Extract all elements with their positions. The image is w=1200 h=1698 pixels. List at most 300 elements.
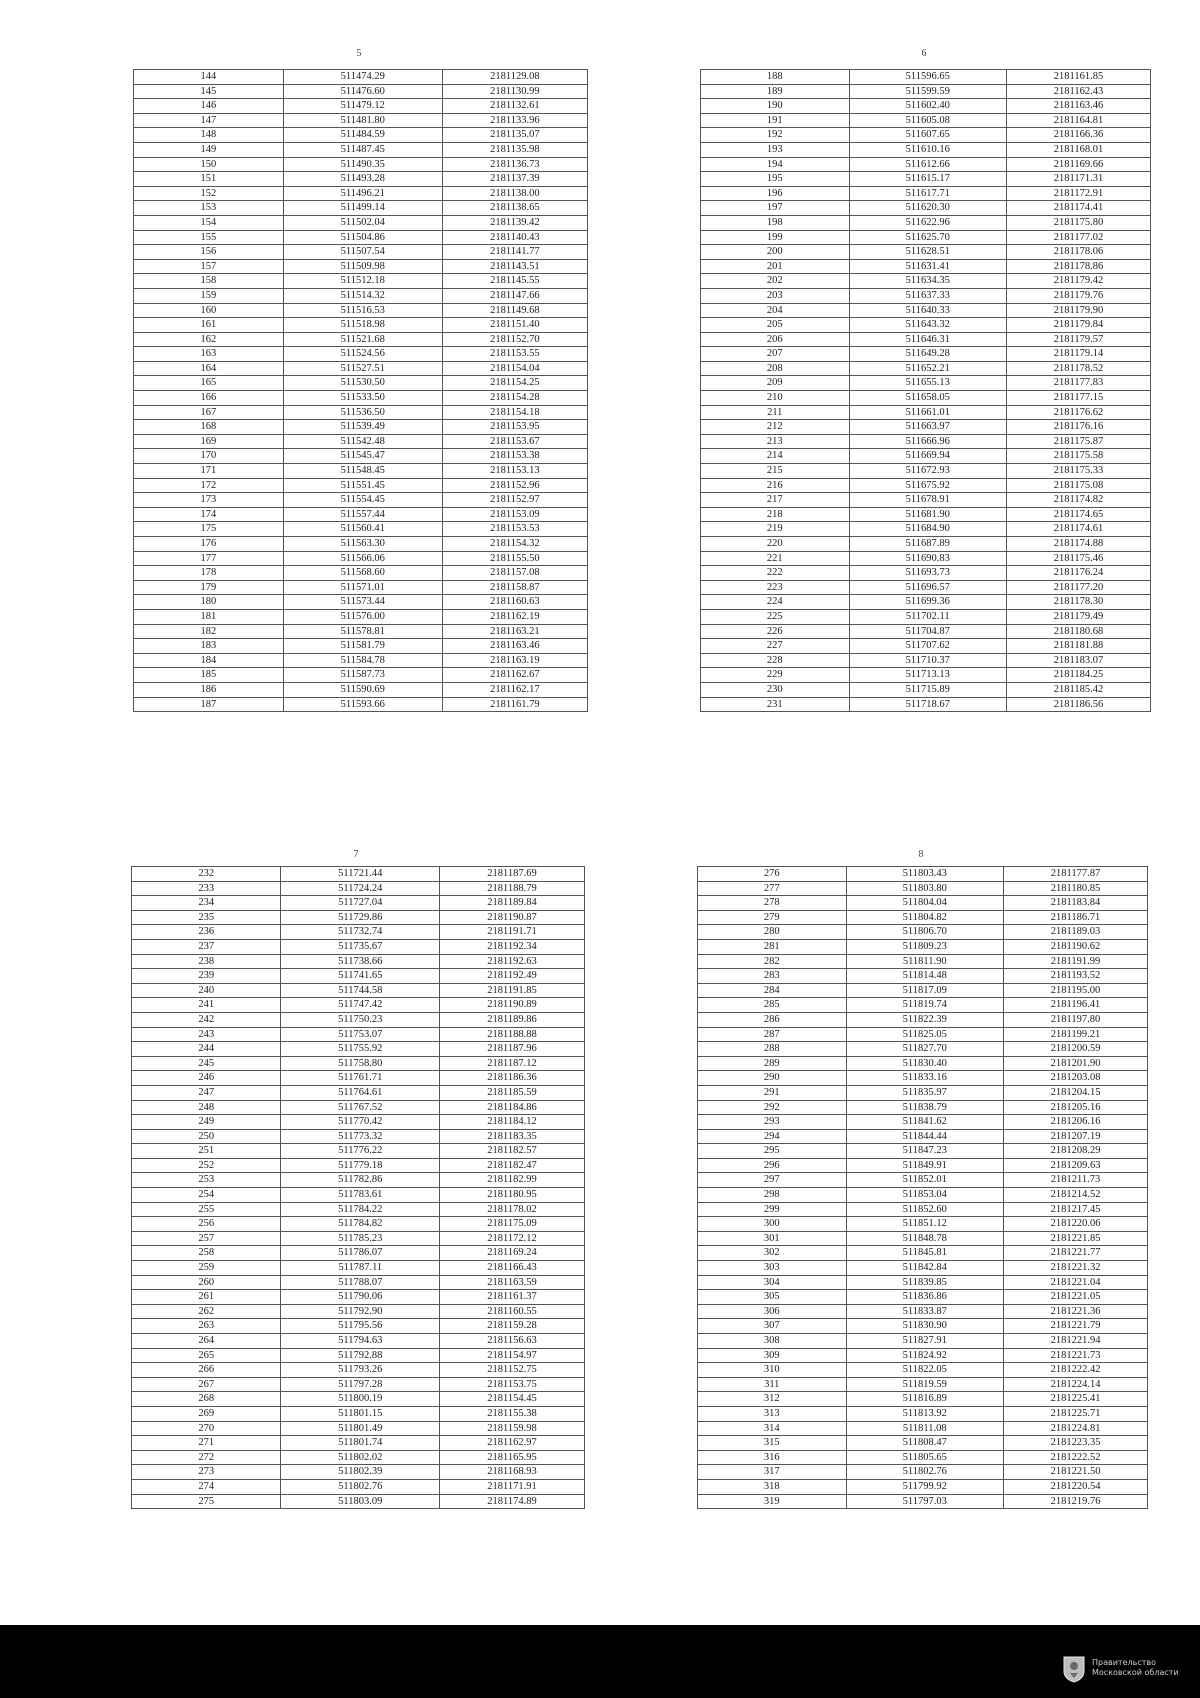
point-number-cell: 298	[698, 1188, 847, 1203]
table-row	[134, 697, 588, 712]
y-coordinate-cell: 2181135.98	[442, 142, 587, 157]
table-row	[698, 910, 1148, 925]
y-coordinate-cell: 2181204.15	[1004, 1085, 1148, 1100]
table-row	[698, 1173, 1148, 1188]
y-coordinate-cell: 2181200.59	[1004, 1042, 1148, 1057]
y-coordinate-cell: 2181223.35	[1004, 1436, 1148, 1451]
point-number-cell: 290	[698, 1071, 847, 1086]
x-coordinate-cell: 511643.32	[849, 318, 1007, 333]
point-number-cell: 300	[698, 1217, 847, 1232]
table-row	[698, 969, 1148, 984]
y-coordinate-cell: 2181193.52	[1004, 969, 1148, 984]
table-row	[701, 332, 1151, 347]
x-coordinate-cell: 511761.71	[281, 1071, 440, 1086]
point-number-cell: 226	[701, 624, 850, 639]
table-row	[698, 954, 1148, 969]
x-coordinate-cell: 511833.16	[846, 1071, 1004, 1086]
point-number-cell: 280	[698, 925, 847, 940]
y-coordinate-cell: 2181179.84	[1007, 318, 1151, 333]
y-coordinate-cell: 2181152.96	[442, 478, 587, 493]
x-coordinate-cell: 511747.42	[281, 998, 440, 1013]
point-number-cell: 200	[701, 245, 850, 260]
y-coordinate-cell: 2181154.32	[442, 537, 587, 552]
coordinate-table-block-5	[133, 69, 588, 712]
x-coordinate-cell: 511699.36	[849, 595, 1007, 610]
x-coordinate-cell: 511732.74	[281, 925, 440, 940]
y-coordinate-cell: 2181203.08	[1004, 1071, 1148, 1086]
table-row	[701, 99, 1151, 114]
x-coordinate-cell: 511476.60	[283, 84, 442, 99]
point-number-cell: 162	[134, 332, 284, 347]
x-coordinate-cell: 511499.14	[283, 201, 442, 216]
x-coordinate-cell: 511805.65	[846, 1450, 1004, 1465]
coordinate-table	[700, 69, 1151, 712]
table-row	[701, 420, 1151, 435]
x-coordinate-cell: 511666.96	[849, 434, 1007, 449]
x-coordinate-cell: 511800.19	[281, 1392, 440, 1407]
x-coordinate-cell: 511655.13	[849, 376, 1007, 391]
table-row	[132, 1421, 585, 1436]
x-coordinate-cell: 511802.76	[281, 1479, 440, 1494]
y-coordinate-cell: 2181206.16	[1004, 1115, 1148, 1130]
table-row	[132, 1115, 585, 1130]
x-coordinate-cell: 511715.89	[849, 682, 1007, 697]
y-coordinate-cell: 2181190.62	[1004, 939, 1148, 954]
x-coordinate-cell: 511786.07	[281, 1246, 440, 1261]
table-row	[698, 1319, 1148, 1334]
table-row	[701, 449, 1151, 464]
y-coordinate-cell: 2181199.21	[1004, 1027, 1148, 1042]
x-coordinate-cell: 511563.30	[283, 537, 442, 552]
x-coordinate-cell: 511566.06	[283, 551, 442, 566]
y-coordinate-cell: 2181179.76	[1007, 288, 1151, 303]
point-number-cell: 151	[134, 172, 284, 187]
table-row	[701, 347, 1151, 362]
y-coordinate-cell: 2181178.30	[1007, 595, 1151, 610]
x-coordinate-cell: 511610.16	[849, 142, 1007, 157]
point-number-cell: 144	[134, 70, 284, 85]
x-coordinate-cell: 511479.12	[283, 99, 442, 114]
y-coordinate-cell: 2181186.56	[1007, 697, 1151, 712]
table-row	[132, 1158, 585, 1173]
x-coordinate-cell: 511568.60	[283, 566, 442, 581]
point-number-cell: 224	[701, 595, 850, 610]
table-row	[134, 551, 588, 566]
point-number-cell: 212	[701, 420, 850, 435]
point-number-cell: 316	[698, 1450, 847, 1465]
x-coordinate-cell: 511830.40	[846, 1056, 1004, 1071]
table-row	[134, 405, 588, 420]
x-coordinate-cell: 511844.44	[846, 1129, 1004, 1144]
point-number-cell: 159	[134, 288, 284, 303]
y-coordinate-cell: 2181136.73	[442, 157, 587, 172]
table-row	[134, 259, 588, 274]
y-coordinate-cell: 2181166.43	[440, 1261, 585, 1276]
x-coordinate-cell: 511790.06	[281, 1290, 440, 1305]
point-number-cell: 158	[134, 274, 284, 289]
y-coordinate-cell: 2181220.06	[1004, 1217, 1148, 1232]
y-coordinate-cell: 2181137.39	[442, 172, 587, 187]
point-number-cell: 275	[132, 1494, 281, 1509]
table-row	[698, 1085, 1148, 1100]
point-number-cell: 156	[134, 245, 284, 260]
x-coordinate-cell: 511755.92	[281, 1042, 440, 1057]
table-row	[132, 1056, 585, 1071]
table-row	[698, 1217, 1148, 1232]
table-row	[132, 1465, 585, 1480]
table-row	[132, 867, 585, 882]
x-coordinate-cell: 511735.67	[281, 939, 440, 954]
point-number-cell: 283	[698, 969, 847, 984]
point-number-cell: 272	[132, 1450, 281, 1465]
x-coordinate-cell: 511631.41	[849, 259, 1007, 274]
point-number-cell: 166	[134, 391, 284, 406]
y-coordinate-cell: 2181192.49	[440, 969, 585, 984]
table-row	[698, 925, 1148, 940]
x-coordinate-cell: 511590.69	[283, 682, 442, 697]
table-row	[132, 1042, 585, 1057]
point-number-cell: 236	[132, 925, 281, 940]
point-number-cell: 153	[134, 201, 284, 216]
x-coordinate-cell: 511835.97	[846, 1085, 1004, 1100]
y-coordinate-cell: 2181221.73	[1004, 1348, 1148, 1363]
table-row	[132, 1436, 585, 1451]
x-coordinate-cell: 511767.52	[281, 1100, 440, 1115]
table-row	[132, 1304, 585, 1319]
x-coordinate-cell: 511493.28	[283, 172, 442, 187]
y-coordinate-cell: 2181163.46	[442, 639, 587, 654]
table-row	[132, 1144, 585, 1159]
table-row	[132, 1261, 585, 1276]
y-coordinate-cell: 2181153.95	[442, 420, 587, 435]
x-coordinate-cell: 511474.29	[283, 70, 442, 85]
table-row	[698, 1304, 1148, 1319]
x-coordinate-cell: 511548.45	[283, 464, 442, 479]
point-number-cell: 247	[132, 1085, 281, 1100]
footer-caption	[1092, 1658, 1196, 1678]
x-coordinate-cell: 511678.91	[849, 493, 1007, 508]
x-coordinate-cell: 511808.47	[846, 1436, 1004, 1451]
y-coordinate-cell: 2181171.31	[1007, 172, 1151, 187]
y-coordinate-cell: 2181132.61	[442, 99, 587, 114]
point-number-cell: 314	[698, 1421, 847, 1436]
point-number-cell: 303	[698, 1261, 847, 1276]
point-number-cell: 182	[134, 624, 284, 639]
x-coordinate-cell: 511487.45	[283, 142, 442, 157]
y-coordinate-cell: 2181189.84	[440, 896, 585, 911]
table-row	[134, 361, 588, 376]
y-coordinate-cell: 2181195.00	[1004, 983, 1148, 998]
x-coordinate-cell: 511813.92	[846, 1406, 1004, 1421]
point-number-cell: 264	[132, 1334, 281, 1349]
point-number-cell: 274	[132, 1479, 281, 1494]
coordinate-table	[133, 69, 588, 712]
y-coordinate-cell: 2181158.87	[442, 580, 587, 595]
point-number-cell: 208	[701, 361, 850, 376]
x-coordinate-cell: 511795.56	[281, 1319, 440, 1334]
point-number-cell: 268	[132, 1392, 281, 1407]
table-row	[134, 318, 588, 333]
table-row	[701, 259, 1151, 274]
y-coordinate-cell: 2181191.99	[1004, 954, 1148, 969]
table-row	[132, 1188, 585, 1203]
table-row	[698, 1479, 1148, 1494]
y-coordinate-cell: 2181174.41	[1007, 201, 1151, 216]
point-number-cell: 175	[134, 522, 284, 537]
table-row	[701, 697, 1151, 712]
table-row	[698, 1100, 1148, 1115]
table-row	[701, 507, 1151, 522]
y-coordinate-cell: 2181221.32	[1004, 1261, 1148, 1276]
x-coordinate-cell: 511793.26	[281, 1363, 440, 1378]
table-row	[701, 361, 1151, 376]
y-coordinate-cell: 2181143.51	[442, 259, 587, 274]
x-coordinate-cell: 511545.47	[283, 449, 442, 464]
point-number-cell: 228	[701, 653, 850, 668]
table-row	[701, 405, 1151, 420]
y-coordinate-cell: 2181154.18	[442, 405, 587, 420]
x-coordinate-cell: 511819.59	[846, 1377, 1004, 1392]
point-number-cell: 225	[701, 609, 850, 624]
y-coordinate-cell: 2181175.87	[1007, 434, 1151, 449]
point-number-cell: 210	[701, 391, 850, 406]
x-coordinate-cell: 511852.01	[846, 1173, 1004, 1188]
point-number-cell: 195	[701, 172, 850, 187]
x-coordinate-cell: 511801.49	[281, 1421, 440, 1436]
point-number-cell: 317	[698, 1465, 847, 1480]
y-coordinate-cell: 2181225.41	[1004, 1392, 1148, 1407]
table-row	[132, 1363, 585, 1378]
x-coordinate-cell: 511542.48	[283, 434, 442, 449]
point-number-cell: 217	[701, 493, 850, 508]
x-coordinate-cell: 511622.96	[849, 215, 1007, 230]
y-coordinate-cell: 2181220.54	[1004, 1479, 1148, 1494]
table-row	[698, 1275, 1148, 1290]
point-number-cell: 282	[698, 954, 847, 969]
x-coordinate-cell: 511707.62	[849, 639, 1007, 654]
x-coordinate-cell: 511634.35	[849, 274, 1007, 289]
point-number-cell: 292	[698, 1100, 847, 1115]
table-row	[134, 653, 588, 668]
x-coordinate-cell: 511804.82	[846, 910, 1004, 925]
point-number-cell: 214	[701, 449, 850, 464]
table-row	[132, 910, 585, 925]
x-coordinate-cell: 511779.18	[281, 1158, 440, 1173]
y-coordinate-cell: 2181180.68	[1007, 624, 1151, 639]
table-row	[701, 84, 1151, 99]
x-coordinate-cell: 511794.63	[281, 1334, 440, 1349]
point-number-cell: 293	[698, 1115, 847, 1130]
point-number-cell: 243	[132, 1027, 281, 1042]
x-coordinate-cell: 511640.33	[849, 303, 1007, 318]
x-coordinate-cell: 511518.98	[283, 318, 442, 333]
table-row	[701, 639, 1151, 654]
table-row	[134, 420, 588, 435]
y-coordinate-cell: 2181153.75	[440, 1377, 585, 1392]
point-number-cell: 299	[698, 1202, 847, 1217]
y-coordinate-cell: 2181169.24	[440, 1246, 585, 1261]
point-number-cell: 160	[134, 303, 284, 318]
point-number-cell: 271	[132, 1436, 281, 1451]
table-row	[132, 1027, 585, 1042]
coordinate-table-block-8	[697, 866, 1148, 1509]
x-coordinate-cell: 511533.50	[283, 391, 442, 406]
y-coordinate-cell: 2181175.58	[1007, 449, 1151, 464]
y-coordinate-cell: 2181177.83	[1007, 376, 1151, 391]
table-row	[698, 939, 1148, 954]
x-coordinate-cell: 511792.90	[281, 1304, 440, 1319]
y-coordinate-cell: 2181174.89	[440, 1494, 585, 1509]
table-row	[698, 1290, 1148, 1305]
table-row	[698, 1012, 1148, 1027]
y-coordinate-cell: 2181175.33	[1007, 464, 1151, 479]
y-coordinate-cell: 2181222.52	[1004, 1450, 1148, 1465]
point-number-cell: 307	[698, 1319, 847, 1334]
x-coordinate-cell: 511696.57	[849, 580, 1007, 595]
x-coordinate-cell: 511514.32	[283, 288, 442, 303]
x-coordinate-cell: 511637.33	[849, 288, 1007, 303]
table-row	[701, 551, 1151, 566]
y-coordinate-cell: 2181207.19	[1004, 1129, 1148, 1144]
y-coordinate-cell: 2181225.71	[1004, 1406, 1148, 1421]
y-coordinate-cell: 2181190.89	[440, 998, 585, 1013]
x-coordinate-cell: 511849.91	[846, 1158, 1004, 1173]
table-row	[134, 186, 588, 201]
point-number-cell: 229	[701, 668, 850, 683]
table-row	[134, 566, 588, 581]
y-coordinate-cell: 2181129.08	[442, 70, 587, 85]
point-number-cell: 148	[134, 128, 284, 143]
coordinate-table	[697, 866, 1148, 1509]
x-coordinate-cell: 511713.13	[849, 668, 1007, 683]
point-number-cell: 273	[132, 1465, 281, 1480]
point-number-cell: 269	[132, 1406, 281, 1421]
table-row	[698, 881, 1148, 896]
point-number-cell: 146	[134, 99, 284, 114]
y-coordinate-cell: 2181180.95	[440, 1188, 585, 1203]
y-coordinate-cell: 2181163.59	[440, 1275, 585, 1290]
point-number-cell: 202	[701, 274, 850, 289]
point-number-cell: 219	[701, 522, 850, 537]
y-coordinate-cell: 2181159.28	[440, 1319, 585, 1334]
table-row	[698, 1334, 1148, 1349]
table-row	[698, 1056, 1148, 1071]
x-coordinate-cell: 511576.00	[283, 609, 442, 624]
y-coordinate-cell: 2181187.12	[440, 1056, 585, 1071]
x-coordinate-cell: 511617.71	[849, 186, 1007, 201]
x-coordinate-cell: 511851.12	[846, 1217, 1004, 1232]
point-number-cell: 234	[132, 896, 281, 911]
point-number-cell: 215	[701, 464, 850, 479]
x-coordinate-cell: 511797.28	[281, 1377, 440, 1392]
table-row	[134, 478, 588, 493]
x-coordinate-cell: 511841.62	[846, 1115, 1004, 1130]
y-coordinate-cell: 2181163.19	[442, 653, 587, 668]
table-row	[698, 1421, 1148, 1436]
y-coordinate-cell: 2181182.47	[440, 1158, 585, 1173]
table-row	[134, 142, 588, 157]
x-coordinate-cell: 511521.68	[283, 332, 442, 347]
table-row	[132, 1129, 585, 1144]
coordinate-table-block-6	[700, 69, 1151, 712]
y-coordinate-cell: 2181221.05	[1004, 1290, 1148, 1305]
point-number-cell: 185	[134, 668, 284, 683]
x-coordinate-cell: 511684.90	[849, 522, 1007, 537]
table-row	[132, 1012, 585, 1027]
x-coordinate-cell: 511770.42	[281, 1115, 440, 1130]
y-coordinate-cell: 2181172.91	[1007, 186, 1151, 201]
point-number-cell: 309	[698, 1348, 847, 1363]
table-row	[701, 288, 1151, 303]
table-row	[134, 609, 588, 624]
y-coordinate-cell: 2181187.96	[440, 1042, 585, 1057]
table-row	[132, 1348, 585, 1363]
table-row	[698, 1406, 1148, 1421]
x-coordinate-cell: 511504.86	[283, 230, 442, 245]
table-row	[132, 1231, 585, 1246]
x-coordinate-cell: 511787.11	[281, 1261, 440, 1276]
point-number-cell: 315	[698, 1436, 847, 1451]
table-row	[698, 1494, 1148, 1509]
x-coordinate-cell: 511827.70	[846, 1042, 1004, 1057]
x-coordinate-cell: 511704.87	[849, 624, 1007, 639]
point-number-cell: 213	[701, 434, 850, 449]
table-row	[698, 1115, 1148, 1130]
y-coordinate-cell: 2181221.77	[1004, 1246, 1148, 1261]
y-coordinate-cell: 2181175.46	[1007, 551, 1151, 566]
table-row	[132, 925, 585, 940]
y-coordinate-cell: 2181185.59	[440, 1085, 585, 1100]
table-row	[701, 318, 1151, 333]
table-row	[701, 566, 1151, 581]
table-row	[698, 1129, 1148, 1144]
x-coordinate-cell: 511724.24	[281, 881, 440, 896]
point-number-cell: 237	[132, 939, 281, 954]
x-coordinate-cell: 511803.80	[846, 881, 1004, 896]
y-coordinate-cell: 2181163.21	[442, 624, 587, 639]
table-row	[134, 288, 588, 303]
y-coordinate-cell: 2181175.09	[440, 1217, 585, 1232]
table-row	[132, 1217, 585, 1232]
x-coordinate-cell: 511738.66	[281, 954, 440, 969]
table-row	[134, 376, 588, 391]
y-coordinate-cell: 2181224.14	[1004, 1377, 1148, 1392]
x-coordinate-cell: 511721.44	[281, 867, 440, 882]
point-number-cell: 221	[701, 551, 850, 566]
y-coordinate-cell: 2181221.36	[1004, 1304, 1148, 1319]
x-coordinate-cell: 511750.23	[281, 1012, 440, 1027]
coat-of-arms-icon	[1062, 1655, 1086, 1683]
table-row	[698, 1348, 1148, 1363]
point-number-cell: 240	[132, 983, 281, 998]
point-number-cell: 168	[134, 420, 284, 435]
table-row	[701, 245, 1151, 260]
y-coordinate-cell: 2181160.55	[440, 1304, 585, 1319]
table-row	[701, 201, 1151, 216]
x-coordinate-cell: 511845.81	[846, 1246, 1004, 1261]
point-number-cell: 186	[134, 682, 284, 697]
point-number-cell: 306	[698, 1304, 847, 1319]
x-coordinate-cell: 511496.21	[283, 186, 442, 201]
point-number-cell: 216	[701, 478, 850, 493]
y-coordinate-cell: 2181217.45	[1004, 1202, 1148, 1217]
table-row	[701, 128, 1151, 143]
x-coordinate-cell: 511839.85	[846, 1275, 1004, 1290]
x-coordinate-cell: 511581.79	[283, 639, 442, 654]
y-coordinate-cell: 2181156.63	[440, 1334, 585, 1349]
table-row	[132, 1392, 585, 1407]
table-row	[701, 113, 1151, 128]
